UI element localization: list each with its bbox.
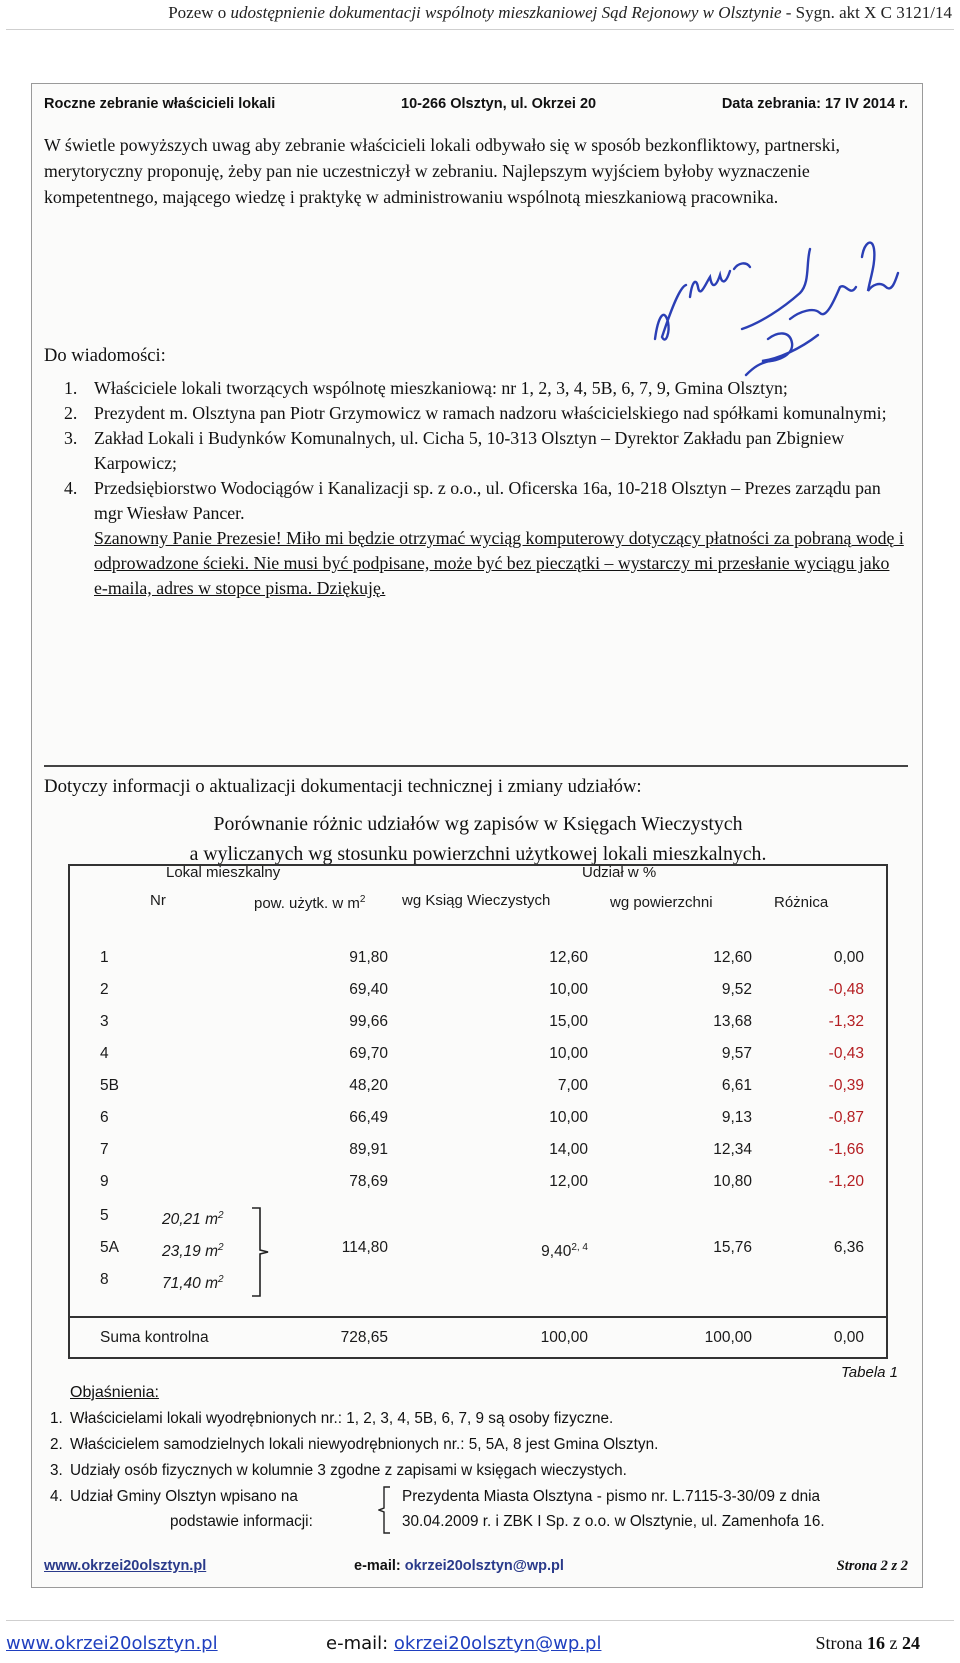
cell-by-area: 9,52 xyxy=(721,981,752,998)
cell-sub-area xyxy=(162,1200,224,1236)
list-item xyxy=(64,476,904,526)
table-row xyxy=(70,974,886,1006)
table-sum-row xyxy=(70,1322,886,1354)
cell-area: 89,91 xyxy=(349,1141,388,1158)
cell-area: 99,66 xyxy=(349,1013,388,1030)
cell-area: 91,80 xyxy=(349,949,388,966)
header-prefix: Pozew o xyxy=(168,3,231,22)
list-text: Przedsiębiorstwo Wodociągów i Kanalizacji sp. z o.o., ul. Oficerska 16a, 10-218 Olsztyn – Prezes zarządu pan mgr Wiesław Pancer. xyxy=(94,478,881,523)
cell-difference: -0,48 xyxy=(828,981,864,998)
meeting-address: 10-266 Olsztyn, ul. Okrzei 20 xyxy=(401,96,597,112)
column-header-difference: Różnica xyxy=(774,894,829,911)
list-number: 4. xyxy=(64,478,78,498)
list-text: Właścicielami lokali wyodrębnionych nr.: 1, 2, 3, 4, 5B, 6, 7, 9 są osoby fizyczne. xyxy=(70,1410,614,1427)
cell-difference: -0,39 xyxy=(828,1077,864,1094)
cell-land-register: 14,00 xyxy=(549,1141,588,1158)
comparison-title-line-1: Porównanie różnic udziałów wg zapisów w Księgach Wieczystych xyxy=(213,813,743,835)
cell-difference: -0,87 xyxy=(828,1109,864,1126)
table-row xyxy=(70,1264,886,1296)
list-item xyxy=(64,401,904,426)
notes-heading: Objaśnienia: xyxy=(70,1384,159,1401)
note-4-right-line-1: Prezydenta Miasta Olsztyna - pismo nr. L.7115-3-30/09 z dnia xyxy=(402,1488,821,1505)
sub-area-text: 20,21 m xyxy=(162,1211,219,1229)
cell-area: 78,69 xyxy=(349,1173,388,1190)
list-number: 3. xyxy=(64,428,78,448)
table-row xyxy=(70,1102,886,1134)
header-case-number: - Sygn. akt X C 3121/14 xyxy=(781,3,952,22)
document-header xyxy=(0,0,960,28)
table-row xyxy=(70,1166,886,1198)
note-4-left-line-1: Udział Gminy Olsztyn wpisano na xyxy=(70,1488,298,1505)
sub-area-text: 71,40 m xyxy=(162,1275,219,1293)
header-title: udostępnienie dokumentacji wspólnoty mieszkaniowej Sąd Rejonowy w Olsztynie xyxy=(230,3,782,22)
column-header-nr: Nr xyxy=(150,892,166,909)
scan-footer-email-label: e-mail: xyxy=(354,1558,405,1574)
cell-area: 66,49 xyxy=(349,1109,388,1126)
page-separator: z xyxy=(885,1633,902,1653)
recipients-heading: Do wiadomości: xyxy=(44,346,166,366)
cell-by-area: 13,68 xyxy=(713,1013,752,1030)
footer-email-label: e-mail: xyxy=(326,1633,394,1654)
cell-land-register xyxy=(541,1232,588,1268)
cell-by-area: 100,00 xyxy=(704,1329,752,1346)
cell-nr: 5B xyxy=(100,1077,119,1094)
cell-sub-area xyxy=(162,1232,224,1268)
subject-heading: Dotyczy informacji o aktualizacji dokumentacji technicznej i zmiany udziałów: xyxy=(44,776,642,797)
cell-land-register: 12,00 xyxy=(549,1173,588,1190)
list-item xyxy=(50,1406,900,1432)
table-row xyxy=(70,1200,886,1232)
table-row xyxy=(70,1134,886,1166)
sub-area-sup: 2 xyxy=(218,1242,224,1253)
group-header-lokal: Lokal mieszkalny xyxy=(166,864,281,881)
sum-label: Suma kontrolna xyxy=(100,1329,209,1346)
note-4-right xyxy=(402,1484,902,1534)
cell-nr: 1 xyxy=(100,949,109,966)
cell-difference: 6,36 xyxy=(833,1239,864,1256)
table-row xyxy=(70,1038,886,1070)
page-total: 24 xyxy=(902,1633,920,1653)
table-caption: Tabela 1 xyxy=(841,1364,898,1381)
cell-by-area: 9,57 xyxy=(721,1045,752,1062)
table-row xyxy=(70,942,886,974)
list-text: Zakład Lokali i Budynków Komunalnych, ul. Cicha 5, 10-313 Olsztyn – Dyrektor Zakładu pan Zbigniew Karpowicz; xyxy=(94,428,845,473)
list-item xyxy=(64,426,904,476)
column-header-area xyxy=(254,894,365,912)
cell-nr: 9 xyxy=(100,1173,109,1190)
comparison-title xyxy=(32,809,924,869)
cell-nr: 5 xyxy=(100,1207,109,1224)
table-row xyxy=(70,1006,886,1038)
sub-area-sup: 2 xyxy=(218,1210,224,1221)
list-text: Udziały osób fizycznych w kolumnie 3 zgodne z zapisami w księgach wieczystych. xyxy=(70,1462,627,1479)
group-header-udzial: Udział w % xyxy=(582,864,657,881)
page-number xyxy=(816,1633,921,1654)
note-4-left-line-2: podstawie informacji: xyxy=(170,1513,313,1530)
note-4-left xyxy=(50,1484,370,1534)
shares-table xyxy=(68,864,888,1359)
note-brace xyxy=(378,1486,392,1534)
page-current: 16 xyxy=(867,1633,885,1653)
list-item xyxy=(50,1432,900,1458)
page-prefix: Strona xyxy=(815,1633,867,1653)
cell-difference: -1,66 xyxy=(828,1141,864,1158)
land-register-value: 9,40 xyxy=(541,1243,572,1261)
cell-land-register: 10,00 xyxy=(549,1109,588,1126)
cell-by-area: 6,61 xyxy=(721,1077,752,1094)
scan-footer-email-address: okrzei20olsztyn@wp.pl xyxy=(404,1558,564,1574)
notes-list xyxy=(50,1406,900,1484)
table-row xyxy=(70,1232,886,1264)
cell-nr: 8 xyxy=(100,1271,109,1288)
cell-land-register: 100,00 xyxy=(540,1329,588,1346)
cell-sub-area xyxy=(162,1264,224,1300)
recipients-list xyxy=(64,376,904,601)
cell-difference: -0,43 xyxy=(828,1045,864,1062)
scanned-page xyxy=(31,83,923,1588)
table-row xyxy=(70,1070,886,1102)
column-header-land-register: wg Ksiąg Wieczystych xyxy=(402,892,551,909)
cell-difference: 0,00 xyxy=(833,1329,864,1346)
cell-area: 69,70 xyxy=(349,1045,388,1062)
footer-website-link[interactable]: www.okrzei20olsztyn.pl xyxy=(6,1633,218,1654)
note-4-right-line-2: 30.04.2009 r. i ZBK I Sp. z o.o. w Olsztynie, ul. Zamenhofa 16. xyxy=(402,1513,825,1530)
list-number: 4. xyxy=(50,1488,63,1505)
sub-area-sup: 2 xyxy=(218,1274,224,1285)
cell-land-register: 10,00 xyxy=(549,1045,588,1062)
list-item xyxy=(64,376,904,401)
list-text: Prezydent m. Olsztyna pan Piotr Grzymowicz w ramach nadzoru właścicielskiego nad spółkami komunalnymi; xyxy=(94,403,887,423)
list-number: 2. xyxy=(50,1436,63,1453)
scan-footer-page: Strona 2 z 2 xyxy=(836,1558,908,1574)
cell-difference: -1,20 xyxy=(828,1173,864,1190)
footer-email-link[interactable]: okrzei20olsztyn@wp.pl xyxy=(393,1633,602,1654)
comparison-title-line-2: a wyliczanych wg stosunku powierzchni użytkowej lokali mieszkalnych. xyxy=(189,843,767,865)
cell-nr: 3 xyxy=(100,1013,109,1030)
list-text: Właścicielem samodzielnych lokali niewyodrębnionych nr.: 5, 5A, 8 jest Gmina Olsztyn. xyxy=(70,1436,659,1453)
grouping-brace xyxy=(248,1206,270,1298)
list-text: Właściciele lokali tworzących wspólnotę mieszkaniową: nr 1, 2, 3, 4, 5B, 6, 7, 9, Gmina Olsztyn; xyxy=(94,378,788,398)
cell-nr: 5A xyxy=(100,1239,119,1256)
cell-area: 728,65 xyxy=(340,1329,388,1346)
column-header-area-text: pow. użytk. w m xyxy=(254,895,360,912)
list-item xyxy=(50,1458,900,1484)
cell-land-register: 7,00 xyxy=(557,1077,588,1094)
cell-by-area: 12,34 xyxy=(713,1141,752,1158)
scan-header xyxy=(44,96,908,120)
section-divider xyxy=(44,765,908,767)
cell-by-area: 10,80 xyxy=(713,1173,752,1190)
cell-by-area: 9,13 xyxy=(721,1109,752,1126)
list-number: 2. xyxy=(64,403,78,423)
footer-divider xyxy=(6,1620,954,1621)
cell-land-register: 15,00 xyxy=(549,1013,588,1030)
cell-by-area: 15,76 xyxy=(713,1239,752,1256)
cell-by-area: 12,60 xyxy=(713,949,752,966)
cell-land-register: 12,60 xyxy=(549,949,588,966)
list-number: 3. xyxy=(50,1462,63,1479)
cell-nr: 4 xyxy=(100,1045,109,1062)
list-number: 1. xyxy=(50,1410,63,1427)
scan-footer xyxy=(44,1558,908,1580)
cell-nr: 2 xyxy=(100,981,109,998)
column-header-area-sup: 2 xyxy=(359,894,366,905)
cell-nr: 6 xyxy=(100,1109,109,1126)
table-sum-divider xyxy=(70,1316,886,1318)
land-register-sup: 2, 4 xyxy=(571,1242,588,1253)
scan-footer-website: www.okrzei20olsztyn.pl xyxy=(44,1558,207,1574)
scan-footer-email xyxy=(354,1558,564,1574)
handwritten-signature xyxy=(650,227,900,377)
sub-area-text: 23,19 m xyxy=(162,1243,219,1261)
list-number: 1. xyxy=(64,378,78,398)
cell-nr: 7 xyxy=(100,1141,109,1158)
body-paragraph: W świetle powyższych uwag aby zebranie właścicieli lokali odbywało się w sposób bezkonfliktowy, partnerski, merytoryczny proponuję, żeby pan nie uczestniczył w zebraniu. Najlepszym wyjściem byłoby wyznaczenie kompetentnego, mającego wiedzę i praktykę w administrowaniu wspólnotą mieszkaniową pracownika. xyxy=(44,135,840,207)
header-divider xyxy=(6,29,954,30)
request-note: Szanowny Panie Prezesie! Miło mi będzie otrzymać wyciąg komputerowy dotyczący płatności za pobraną wodę i odprowadzone ścieki. Nie musi być podpisane, może być bez pieczątki – wystarczy mi przesłanie wyciągu jako e-maila, adres w stopce pisma. Dziękuję. xyxy=(94,528,904,598)
cell-area: 69,40 xyxy=(349,981,388,998)
meeting-title: Roczne zebranie właścicieli lokali xyxy=(44,96,276,112)
cell-area: 114,80 xyxy=(341,1239,388,1256)
cell-land-register: 10,00 xyxy=(549,981,588,998)
meeting-date: Data zebrania: 17 IV 2014 r. xyxy=(721,96,908,112)
cell-difference: 0,00 xyxy=(833,949,864,966)
cell-difference: -1,32 xyxy=(828,1013,864,1030)
footer-email xyxy=(326,1633,601,1654)
cell-area: 48,20 xyxy=(349,1077,388,1094)
column-header-by-area: wg powierzchni xyxy=(610,894,713,911)
document-footer xyxy=(6,1633,920,1659)
